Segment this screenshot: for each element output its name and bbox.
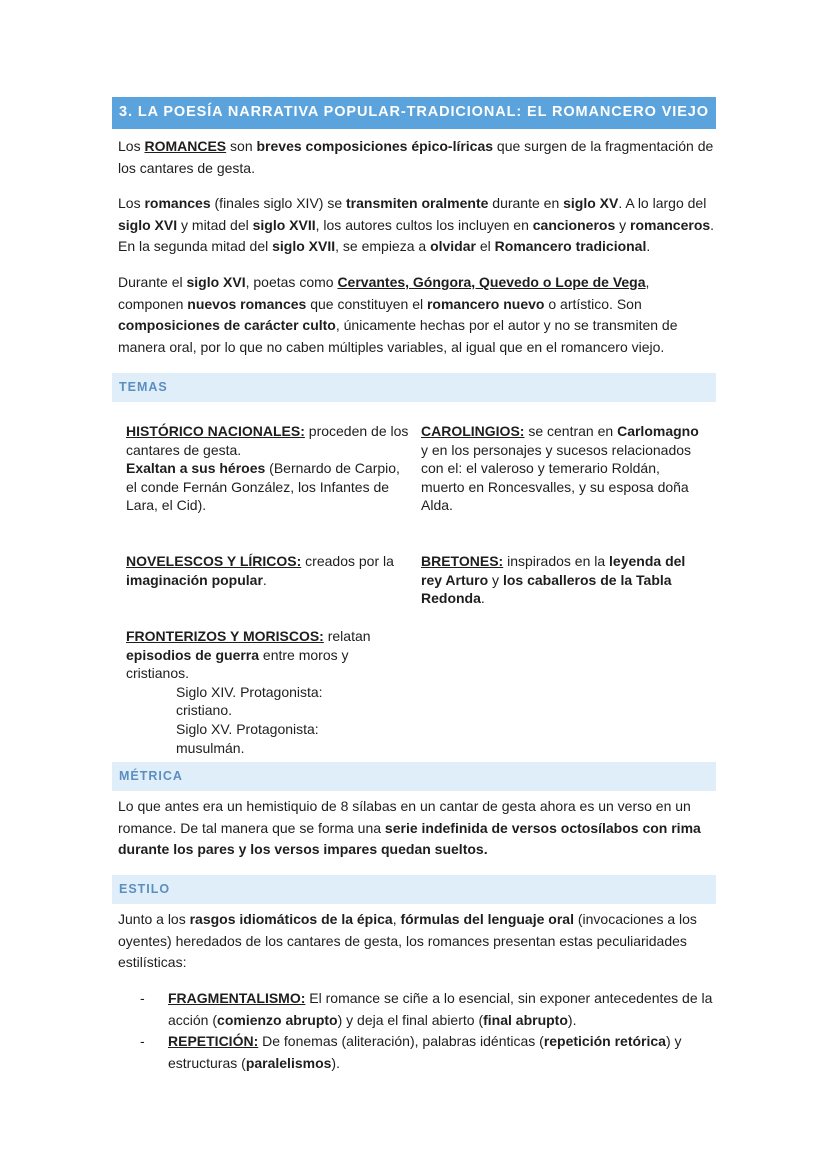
fronterizos-line-1: Siglo XIV. Protagonista: cristiano. bbox=[176, 683, 323, 719]
poets-list: Cervantes, Góngora, Quevedo o Lope de Vega bbox=[337, 274, 646, 290]
metrica-heading-bar bbox=[112, 762, 716, 791]
temas-heading-bar bbox=[112, 373, 716, 402]
bullet-dash: - bbox=[140, 990, 145, 1006]
tema-historicos: HISTÓRICO NACIONALES: proceden de los cantares de gesta. Exaltan a sus héroes (Bernardo de Carpio, el conde Fernán González, los Infantes de Lara, el Cid). bbox=[126, 423, 409, 514]
section-title: 3. LA POESÍA NARRATIVA POPULAR-TRADICIONAL: EL ROMANCERO VIEJO bbox=[119, 104, 709, 120]
estilo-heading: ESTILO bbox=[119, 882, 171, 896]
metrica-heading: MÉTRICA bbox=[119, 769, 183, 783]
intro-paragraph-1: Los ROMANCES son breves composiciones épico-líricas que surgen de la fragmentación de los cantares de gesta. bbox=[118, 138, 714, 176]
estilo-heading-bar bbox=[112, 875, 716, 904]
fronterizos-line-2: Siglo XV. Protagonista: musulmán. bbox=[176, 720, 319, 756]
tema-bretones: BRETONES: inspirados en la leyenda del rey Arturo y los caballeros de la Tabla Redonda. bbox=[421, 553, 686, 607]
section-title-bar bbox=[112, 97, 716, 129]
romances-term: ROMANCES bbox=[144, 138, 227, 154]
bullet-dash: - bbox=[140, 1033, 145, 1049]
estilo-item-fragmentalismo: - FRAGMENTALISMO: El romance se ciñe a lo esencial, sin exponer antecedentes de la acción (comienzo abrupto) y deja el final abierto (final abrupto). bbox=[140, 990, 713, 1028]
tema-fronterizos: FRONTERIZOS Y MORISCOS: relatan episodios de guerra entre moros y cristianos. Siglo XIV. Protagonista: cristiano. Siglo XV. Protagonista: musulmán. bbox=[126, 627, 376, 757]
tema-carolingios: CAROLINGIOS: se centran en Carlomagno y en los personajes y sucesos relacionados con el: el valeroso y temerario Roldán, muerto en Roncesvalles, y su esposa doña Alda. bbox=[421, 423, 699, 514]
temas-heading: TEMAS bbox=[119, 380, 168, 394]
intro-paragraph-2: Los romances (finales siglo XIV) se transmiten oralmente durante en siglo XV. A lo largo del siglo XVI y mitad del siglo XVII, los autores cultos los incluyen en cancioneros y romanceros. En la segunda mitad del siglo XVII, se empieza a olvidar el Romancero tradicional. bbox=[118, 195, 715, 255]
estilo-intro-paragraph: Junto a los rasgos idiomáticos de la épica, fórmulas del lenguaje oral (invocaciones a los oyentes) heredados de los cantares de gesta, los romances presentan estas peculiaridades estilísticas: bbox=[118, 911, 697, 971]
tema-novelescos: NOVELESCOS Y LÍRICOS: creados por la imaginación popular. bbox=[126, 553, 394, 588]
estilo-item-repeticion: - REPETICIÓN: De fonemas (aliteración), palabras idénticas (repetición retórica) y estructuras (paralelismos). bbox=[140, 1033, 682, 1071]
metrica-paragraph: Lo que antes era un hemistiquio de 8 sílabas en un cantar de gesta ahora es un verso en un romance. De tal manera que se forma una serie indefinida de versos octosílabos con rima durante los pares y los versos impares quedan sueltos. bbox=[118, 798, 701, 858]
intro-paragraph-3: Durante el siglo XVI, poetas como Cervantes, Góngora, Quevedo o Lope de Vega, componen nuevos romances que constituyen el romancero nuevo o artístico. Son composiciones de carácter culto, únicamente hechas por el autor y no se transmiten de manera oral, por lo que no caben múltiples variables, al igual que en el romancero viejo. bbox=[118, 274, 678, 356]
